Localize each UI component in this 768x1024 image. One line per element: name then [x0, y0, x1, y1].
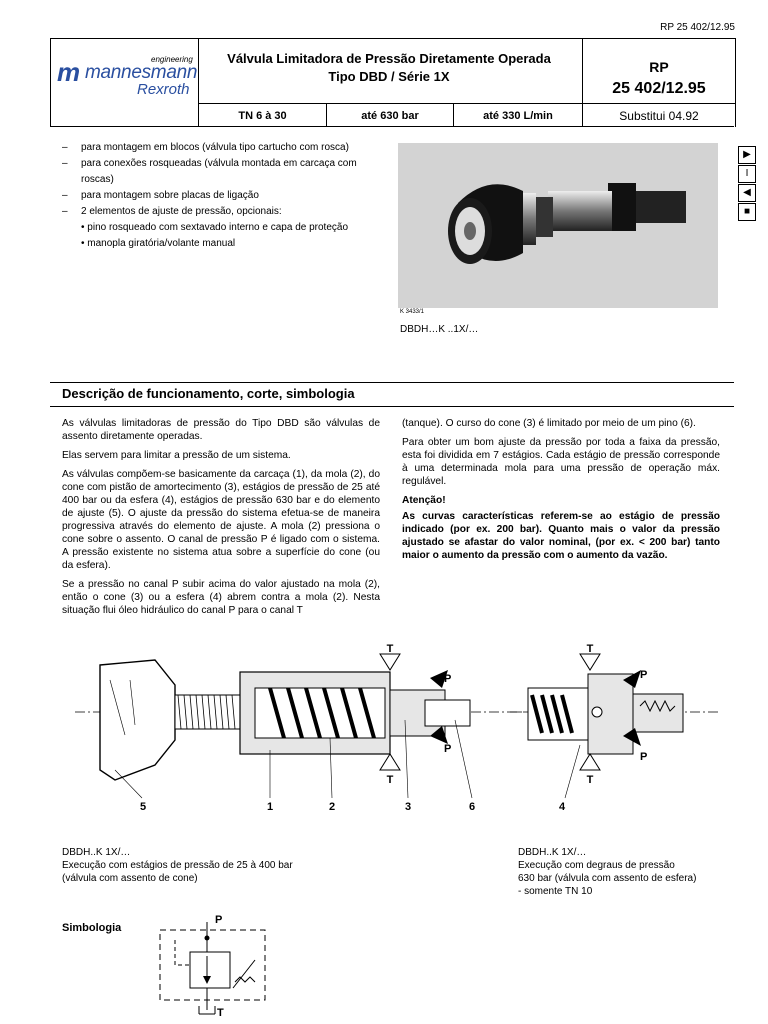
paragraph: Elas servem para limitar a pressão de um sistema.	[62, 450, 291, 461]
logo-tagline: engineering	[151, 55, 193, 64]
spec-size: TN 6 à 30	[238, 110, 287, 122]
symbol-label: Simbologia	[62, 922, 122, 934]
header-box	[50, 38, 736, 127]
section-rule-top	[50, 382, 734, 383]
port-t-top-right: T	[586, 643, 594, 655]
substitutes-note: Substitui 04.92	[619, 109, 699, 123]
part-number-2: 2	[329, 801, 336, 813]
spec-pressure: até 630 bar	[361, 110, 419, 122]
paragraph: Se a pressão no canal P subir acima do valor ajustado na mola (2), então o cone (3) ou a esfera (4) abrem contra a mola (2). Nesta situação flui óleo hidráulico do canal P para o canal T	[62, 579, 380, 616]
list-item: – para conexões rosqueadas (válvula montada em carcaça com roscas)	[62, 158, 357, 185]
part-number-1: 1	[267, 801, 274, 813]
valve-cross-section	[70, 640, 730, 820]
attention-label: Atenção!	[402, 495, 446, 506]
symbol-port-p: P	[215, 914, 223, 926]
logo-subname: Rexroth	[137, 81, 190, 98]
logo-mark: m	[57, 57, 78, 87]
feature-list	[62, 140, 382, 252]
list-item: – para montagem sobre placas de ligação	[62, 190, 259, 201]
logo-name: mannesmann	[85, 62, 198, 83]
part-number-6: 6	[469, 801, 476, 813]
paragraph: As válvulas limitadoras de pressão do Tipo DBD são válvulas de assento diretamente operadas.	[62, 418, 380, 442]
spec-flow: até 330 L/min	[483, 110, 553, 122]
document-title: Válvula Limitadora de Pressão Diretamente Operada Tipo DBD / Série 1X	[227, 51, 551, 84]
port-p-bottom: P	[444, 743, 452, 755]
stop-button[interactable]: ■	[738, 203, 756, 221]
description-column-right	[402, 417, 720, 568]
attention-text: As curvas características referem-se ao estágio de pressão indicado (por ex. 200 bar). Quanto mais o valor da pressão ajustado se afastar do valor nominal, (por ex. < 200 bar) tanto maior o aumento da pressão com o aumento da vazão.	[402, 511, 720, 561]
port-p-top: P	[444, 673, 452, 685]
sub-item: • pino rosqueado com sextavado interno e capa de proteção	[81, 222, 349, 233]
photo-caption: DBDH…K ..1X/…	[400, 324, 479, 335]
symbol-port-t: T	[217, 1007, 224, 1019]
paragraph: Para obter um bom ajuste da pressão por toda a faixa da pressão, esta foi dividida em 7 estágios. Cada estágio de pressão corresponde à uma determinada mola para uma pressão de operação máx. regulável.	[402, 437, 720, 487]
photo-code: K 3433/1	[400, 309, 425, 315]
port-p-top-right: P	[640, 669, 648, 681]
sub-item: • manopla giratória/volante manual	[81, 238, 236, 249]
document-reference: RP 25 402/12.95	[660, 22, 735, 33]
port-p-bottom-right: P	[640, 751, 648, 763]
previous-page-button[interactable]: ◀	[738, 184, 756, 202]
next-page-button[interactable]: ▶	[738, 146, 756, 164]
section-rule-bottom	[50, 406, 734, 407]
port-t-bottom-right: T	[586, 774, 594, 786]
part-number-3: 3	[405, 801, 412, 813]
paragraph: As válvulas compõem-se basicamente da carcaça (1), da mola (2), do cone com pistão de amortecimento (3), estágios de pressão de 25 até 400 bar ou da esfera (4), estágios de pressão 630 bar e do elemento de ajuste (5). O ajuste da pressão do sistema efetua-se de maneira progressiva através do elemento de ajuste. A mola (2) pressiona o cone sobre o assento. O canal de pressão P é ligado com o sistema. A pressão existente no sistema atua sobre a superfície do cone (ou da esfera).	[62, 469, 380, 571]
part-number-4: 4	[559, 801, 566, 813]
section-title: Descrição de funcionamento, corte, simbologia	[62, 386, 355, 401]
rp-number: 25 402/12.95	[612, 80, 706, 97]
header-rule	[50, 126, 734, 127]
rp-label: RP	[649, 59, 669, 75]
list-item: – para montagem em blocos (válvula tipo cartucho com rosca)	[62, 142, 349, 153]
hydraulic-symbol	[155, 910, 270, 1020]
port-t-top: T	[386, 643, 394, 655]
description-column-left	[62, 417, 380, 623]
product-photo	[398, 143, 718, 308]
caption-cone-version: DBDH..K 1X/… Execução com estágios de pressão de 25 à 400 bar (válvula com assento de cone)	[62, 847, 293, 884]
list-item: – 2 elementos de ajuste de pressão, opcionais: • pino rosqueado com sextavado interno e capa de proteção • manopla giratória/volante manual	[62, 204, 382, 252]
first-page-button[interactable]: I	[738, 165, 756, 183]
valve-photo-illustration	[398, 143, 718, 308]
port-t-bottom: T	[386, 774, 394, 786]
caption-ball-version: DBDH..K 1X/… Execução com degraus de pressão 630 bar (válvula com assento de esfera) - somente TN 10	[518, 847, 697, 897]
paragraph: (tanque). O curso do cone (3) é limitado por meio de um pino (6).	[402, 418, 696, 429]
part-number-5: 5	[140, 801, 147, 813]
